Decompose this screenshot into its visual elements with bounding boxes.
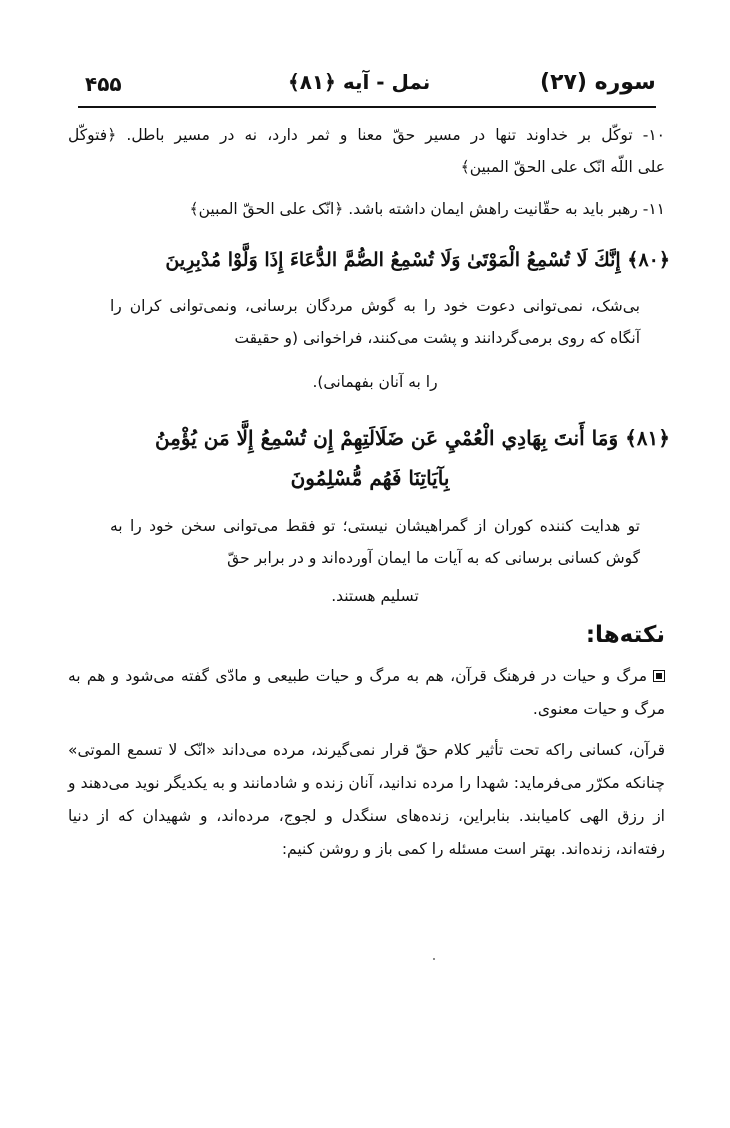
verse-80-translation: بی‌شک، نمی‌توانی دعوت خود را به گوش مردگان برسانی، ونمی‌توانی کران را آنگاه که روی برمی‌گردانند و پشت می‌کنند، فراخوانی (و حقیقت [110, 297, 640, 347]
verse-81-arabic-line-2: بِآيَاتِنَا فَهُم مُّسْلِمُونَ [290, 466, 450, 490]
note-10-line-1: ۱۰- توکّل بر خداوند تنها در مسیر حقّ معنا و ثمر دارد، نه در مسیر باطل. ﴿فتوکّل [68, 126, 665, 144]
verse-81-translation: تو هدایت کننده کوران از گمراهیشان نیستی؛ تو فقط می‌توانی سخن خود را به گوش کسانی برسانی که به آیات ما ایمان آورده‌اند و در برابر حقّ [110, 517, 640, 567]
header-divider [78, 106, 656, 108]
point-paragraph-1-text: مرگ و حیات در فرهنگ قرآن، هم به مرگ و حیات طبیعی و مادّی گفته می‌شود و هم به مرگ و حیات معنوی. [68, 667, 665, 718]
note-11: ۱۱- رهبر باید به حقّانیت راهش ایمان داشته باشد. ﴿انّک علی الحقّ المبین﴾ [189, 200, 665, 218]
point-paragraph-1 [68, 660, 665, 726]
verse-reference-header: نمل - آیه ﴿۸۱﴾ [288, 70, 431, 94]
surah-header: سوره (۲۷) [540, 70, 656, 95]
square-bullet-icon [653, 670, 665, 682]
verse-80-arabic: ﴿۸۰﴾ إِنَّكَ لَا تُسْمِعُ الْمَوْتَىٰ وَلَا تُسْمِعُ الصُّمَّ الدُّعَاءَ إِذَا وَلَّوْا مُدْبِرِينَ [165, 249, 670, 271]
verse-80-translation-end: را به آنان بفهمانی). [312, 373, 438, 391]
page-speck [433, 958, 435, 960]
point-paragraph-2: قرآن، کسانی راکه تحت تأثیر کلام حقّ قرار نمی‌گیرند، مرده می‌داند «انّک لا تسمع الموتی» چنانکه مکرّر می‌فرماید: شهدا را مرده ندانید، آنان زنده و شادمانند و به یکدیگر نوید می‌دهند و از رزق الهی کامیابند. بنابراین، زنده‌های سنگدل و لجوج، مرده‌اند، و شهیدان که از دنیا رفته‌اند، زنده‌اند. بهتر است مسئله را کمی باز و روشن کنیم: [68, 741, 665, 858]
verse-81-arabic-line-1: ﴿۸۱﴾ وَمَا أَنتَ بِهَادِي الْعُمْيِ عَن ضَلَالَتِهِمْ إِن تُسْمِعُ إِلَّا مَن يُؤْمِنُ [154, 426, 670, 450]
note-10-line-2: علی اللّه انّک علی الحقّ المبین﴾ [460, 158, 665, 176]
points-heading: نکته‌ها: [585, 622, 665, 648]
verse-81-translation-end: تسلیم هستند. [331, 587, 419, 605]
page-number: ۴۵۵ [85, 72, 122, 96]
